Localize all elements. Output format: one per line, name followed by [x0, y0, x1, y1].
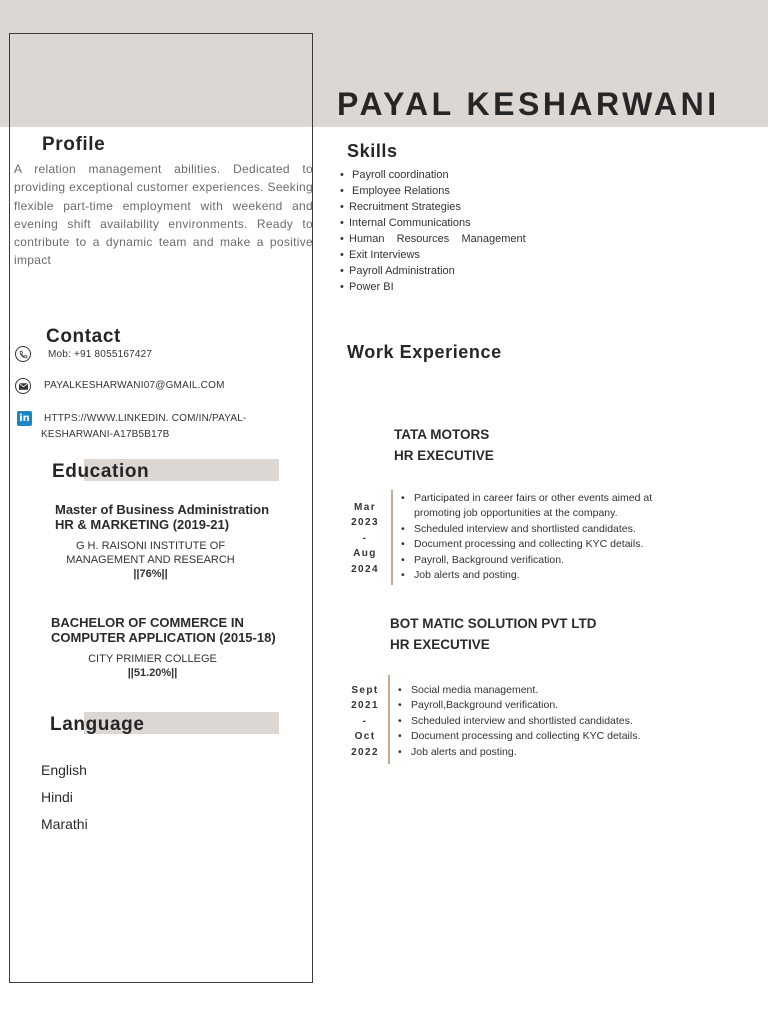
skills-list: [340, 167, 526, 295]
company-name: TATA MOTORS: [394, 427, 490, 442]
duty-item: • Participated in career fairs or other events aimed at promoting job opportunities at the company.: [400, 491, 680, 522]
degree-title: Master of Business Administration: [55, 502, 270, 517]
phone-number: Mob: +91 8055167427: [48, 349, 153, 360]
duties-list: [400, 491, 680, 583]
contact-heading: Contact: [46, 326, 121, 347]
profile-text: A relation management abilities. Dedicated to providing exceptional customer experiences. Seeking flexible part-time employment with weekend and evening shift availability environments. Ready to contribute to a dynamic team and make a positive impact: [14, 162, 313, 268]
date-line: -: [362, 532, 368, 544]
language-item: Hindi: [41, 789, 73, 805]
education-score: ||51.20%||: [127, 667, 178, 679]
company-name: BOT MATIC SOLUTION PVT LTD: [390, 616, 597, 631]
duty-item: • Job alerts and posting.: [397, 745, 687, 760]
education-heading: Education: [52, 461, 150, 482]
skill-item: • Recruitment Strategies: [340, 199, 526, 215]
duty-item: • Document processing and collecting KYC details.: [397, 729, 687, 744]
duty-item: • Scheduled interview and shortlisted candidates.: [397, 714, 687, 729]
duty-item: • Scheduled interview and shortlisted candidates.: [400, 522, 680, 537]
duties-list: [397, 683, 687, 760]
job-role: HR EXECUTIVE: [390, 637, 490, 652]
skill-item: • Power BI: [340, 279, 526, 295]
mail-icon-glyph: [19, 383, 28, 390]
language-item: English: [41, 762, 87, 778]
timeline-divider: [391, 490, 393, 585]
duty-item: • Payroll,Background verification.: [397, 698, 687, 713]
work-experience-heading: Work Experience: [347, 342, 502, 362]
duty-item: • Social media management.: [397, 683, 687, 698]
date-line: Mar: [354, 502, 376, 513]
degree-title: COMPUTER APPLICATION (2015-18): [51, 630, 276, 645]
duty-item: • Job alerts and posting.: [400, 568, 680, 583]
profile-heading: Profile: [42, 134, 106, 155]
skill-item: • Payroll coordination: [340, 167, 526, 183]
mail-icon: [15, 378, 31, 394]
duty-item: • Document processing and collecting KYC details.: [400, 537, 680, 552]
email-link[interactable]: PAYALKESHARWANI07@GMAIL.COM: [44, 380, 225, 391]
education-score: ||76%||: [133, 568, 168, 580]
skill-item: • Human Resources Management: [340, 231, 526, 247]
phone-icon-glyph: [19, 350, 28, 359]
language-heading: Language: [50, 714, 145, 735]
skills-heading: Skills: [347, 141, 398, 161]
skill-item: • Employee Relations: [340, 183, 526, 199]
date-line: 2021: [351, 700, 379, 712]
timeline-divider: [388, 675, 390, 764]
institute-name: CITY PRIMIER COLLEGE: [88, 653, 217, 665]
date-line: Oct: [354, 731, 376, 743]
job-dates: [345, 683, 385, 760]
candidate-name: PAYAL KESHARWANI: [337, 86, 720, 122]
linkedin-link-line1[interactable]: HTTPS://WWW.LINKEDIN. COM/IN/PAYAL-: [44, 413, 247, 424]
linkedin-link-line2[interactable]: KESHARWANI-A17B5B17B: [41, 429, 170, 440]
skill-item: • Exit Interviews: [340, 247, 526, 263]
date-line: 2024: [351, 563, 379, 575]
date-line: 2023: [351, 517, 379, 529]
institute-name: G H. RAISONI INSTITUTE OF: [75, 540, 226, 552]
language-item: Marathi: [41, 816, 88, 832]
job-role: HR EXECUTIVE: [394, 448, 494, 463]
linkedin-icon[interactable]: in: [17, 411, 32, 426]
degree-title: BACHELOR OF COMMERCE IN: [51, 615, 244, 630]
skill-item: • Payroll Administration: [340, 263, 526, 279]
date-line: 2022: [351, 746, 379, 758]
phone-icon: [15, 346, 31, 362]
degree-title: HR & MARKETING (2019-21): [55, 517, 230, 532]
date-line: Aug: [353, 548, 377, 560]
skill-item: • Internal Communications: [340, 215, 526, 231]
institute-name: MANAGEMENT AND RESEARCH: [66, 554, 235, 566]
date-line: -: [362, 715, 368, 727]
duty-item: • Payroll, Background verification.: [400, 553, 680, 568]
date-line: Sept: [351, 685, 379, 696]
job-dates: [345, 500, 385, 577]
